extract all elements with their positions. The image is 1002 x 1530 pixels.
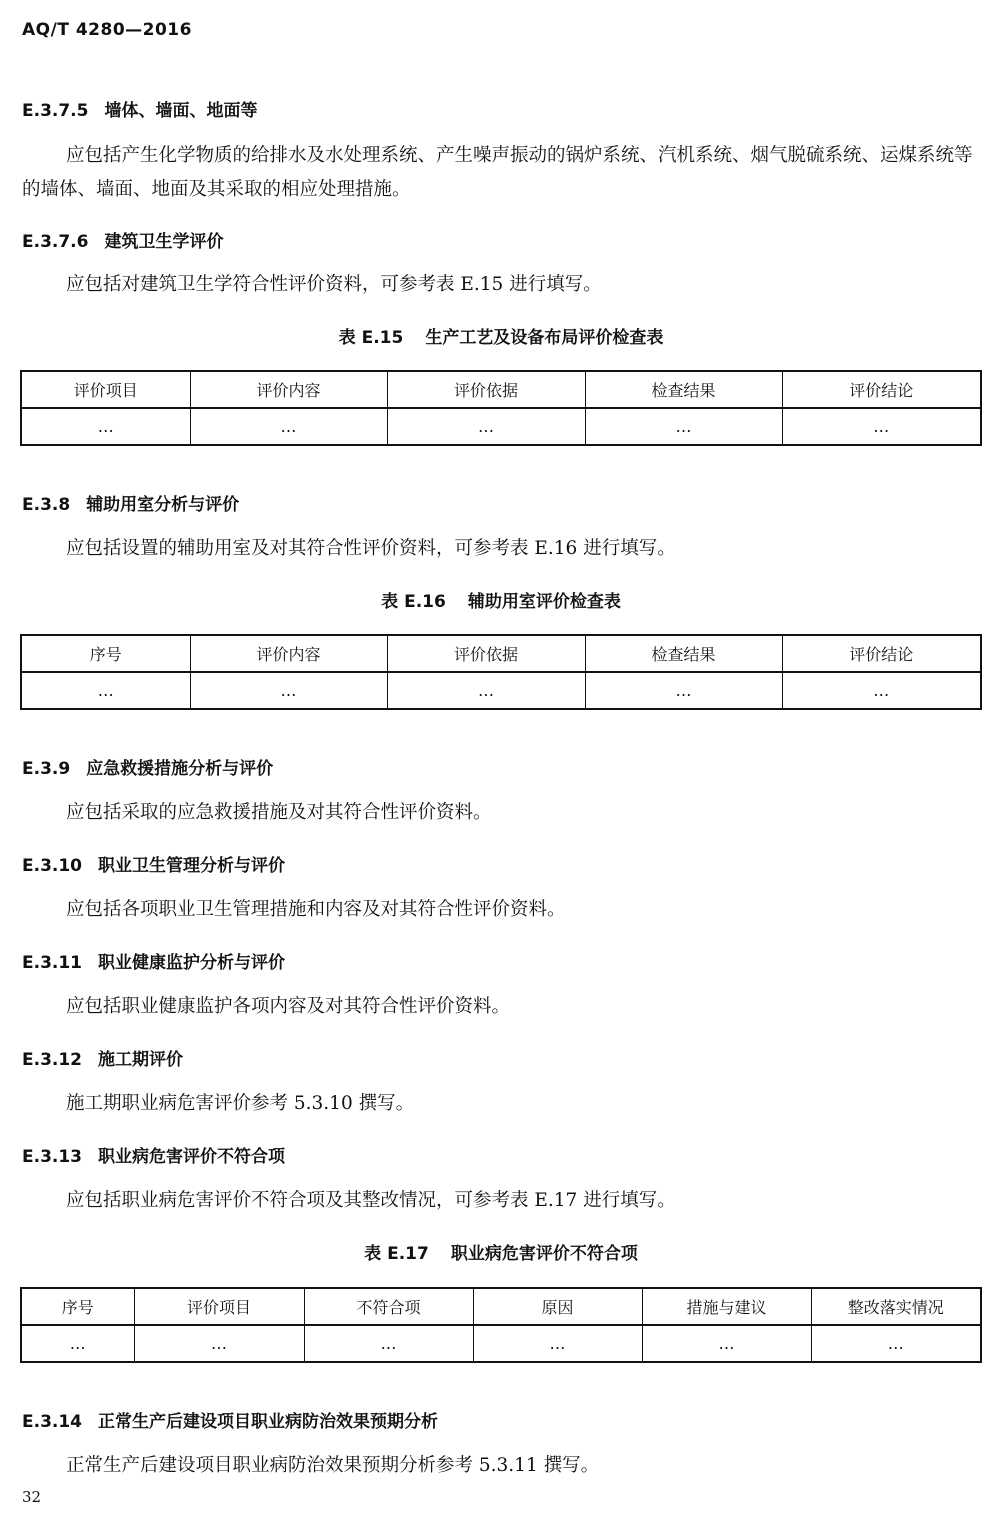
paragraph-text: 应包括产生化学物质的给排水及水处理系统、产生噪声振动的锅炉系统、汽机系统、烟气脱硫系统、运煤系统等的墙体、墙面、地面及其采取的相应处理措施。 [22,145,973,200]
section-title: 施工期评价 [98,1050,184,1070]
column-header: 评价内容 [190,371,387,408]
table-title: 生产工艺及设备布局评价检查表 [425,328,664,348]
column-header: 评价依据 [387,371,585,408]
section-title: 应急救援措施分析与评价 [86,759,274,779]
section-title: 建筑卫生学评价 [104,232,224,252]
table-cell: … [585,408,782,445]
table-e16 [20,634,982,710]
standard-code-header: AQ/T 4280—2016 [22,20,192,40]
table-header-row [21,1288,981,1325]
section-title: 职业健康监护分析与评价 [98,953,286,973]
table-row [21,672,981,709]
table-e15 [20,370,982,446]
table-cell: … [21,408,190,445]
section-paragraph-e39 [22,796,980,830]
section-heading-e375 [22,96,257,121]
table-header-row [21,635,981,672]
section-paragraph-e38 [22,532,980,566]
table-cell: … [387,408,585,445]
section-title: 墙体、墙面、地面等 [104,101,258,121]
section-heading-e376 [22,227,223,252]
section-title: 正常生产后建设项目职业病防治效果预期分析 [98,1412,439,1432]
paragraph-text: 应包括职业病危害评价不符合项及其整改情况，可参考表 E.17 进行填写。 [66,1190,676,1211]
column-header: 评价结论 [782,371,981,408]
table-cell: … [134,1325,304,1362]
table-row [21,408,981,445]
table-cell: … [21,672,190,709]
section-paragraph-e312 [22,1087,980,1121]
column-header: 序号 [21,635,190,672]
section-paragraph-e313 [22,1184,980,1218]
section-number: E.3.7.5 [22,101,89,121]
column-header: 不符合项 [304,1288,473,1325]
table-header-row [21,371,981,408]
paragraph-text: 正常生产后建设项目职业病防治效果预期分析参考 5.3.11 撰写。 [66,1455,600,1476]
section-number: E.3.9 [22,759,71,779]
section-number: E.3.12 [22,1050,83,1070]
section-number: E.3.14 [22,1412,83,1432]
table-cell: … [642,1325,811,1362]
paragraph-text: 应包括设置的辅助用室及对其符合性评价资料，可参考表 E.16 进行填写。 [66,538,676,559]
table-cell: … [782,672,981,709]
section-number: E.3.11 [22,953,83,973]
table-number: 表 E.17 [364,1244,429,1264]
section-paragraph-e375 [22,139,980,207]
section-heading-e314 [22,1407,438,1432]
table-cell: … [585,672,782,709]
section-paragraph-e376 [22,268,980,302]
column-header: 原因 [473,1288,642,1325]
section-heading-e313 [22,1142,285,1167]
section-paragraph-e310 [22,893,980,927]
table-caption-e15 [0,323,1002,348]
section-title: 辅助用室分析与评价 [86,495,240,515]
table-caption-e16 [0,587,1002,612]
section-number: E.3.13 [22,1147,83,1167]
table-caption-e17 [0,1239,1002,1264]
table-cell: … [473,1325,642,1362]
section-title: 职业卫生管理分析与评价 [98,856,286,876]
section-heading-e38 [22,490,239,515]
column-header: 评价依据 [387,635,585,672]
section-paragraph-e311 [22,990,980,1024]
column-header: 评价结论 [782,635,981,672]
paragraph-text: 应包括对建筑卫生学符合性评价资料，可参考表 E.15 进行填写。 [66,274,602,295]
column-header: 评价项目 [134,1288,304,1325]
table-cell: … [190,408,387,445]
table-row [21,1325,981,1362]
table-title: 职业病危害评价不符合项 [450,1244,638,1264]
table-cell: … [21,1325,134,1362]
section-title: 职业病危害评价不符合项 [98,1147,286,1167]
section-heading-e311 [22,948,285,973]
table-cell: … [811,1325,981,1362]
table-cell: … [782,408,981,445]
table-number: 表 E.15 [338,328,404,348]
section-heading-e312 [22,1045,183,1070]
paragraph-text: 应包括各项职业卫生管理措施和内容及对其符合性评价资料。 [66,899,566,920]
table-cell: … [190,672,387,709]
section-number: E.3.8 [22,495,71,515]
section-number: E.3.10 [22,856,83,876]
table-cell: … [387,672,585,709]
page-number: 32 [22,1488,42,1506]
paragraph-text: 应包括职业健康监护各项内容及对其符合性评价资料。 [66,996,511,1017]
column-header: 序号 [21,1288,134,1325]
table-e17 [20,1287,982,1363]
column-header: 检查结果 [585,371,782,408]
section-heading-e310 [22,851,285,876]
table-title: 辅助用室评价检查表 [467,592,621,612]
column-header: 评价项目 [21,371,190,408]
table-number: 表 E.16 [381,592,446,612]
column-header: 措施与建议 [642,1288,811,1325]
paragraph-text: 施工期职业病危害评价参考 5.3.10 撰写。 [66,1093,415,1114]
column-header: 检查结果 [585,635,782,672]
table-cell: … [304,1325,473,1362]
column-header: 评价内容 [190,635,387,672]
section-number: E.3.7.6 [22,232,89,252]
section-heading-e39 [22,754,273,779]
column-header: 整改落实情况 [811,1288,981,1325]
paragraph-text: 应包括采取的应急救援措施及对其符合性评价资料。 [66,802,492,823]
section-paragraph-e314 [22,1449,980,1483]
